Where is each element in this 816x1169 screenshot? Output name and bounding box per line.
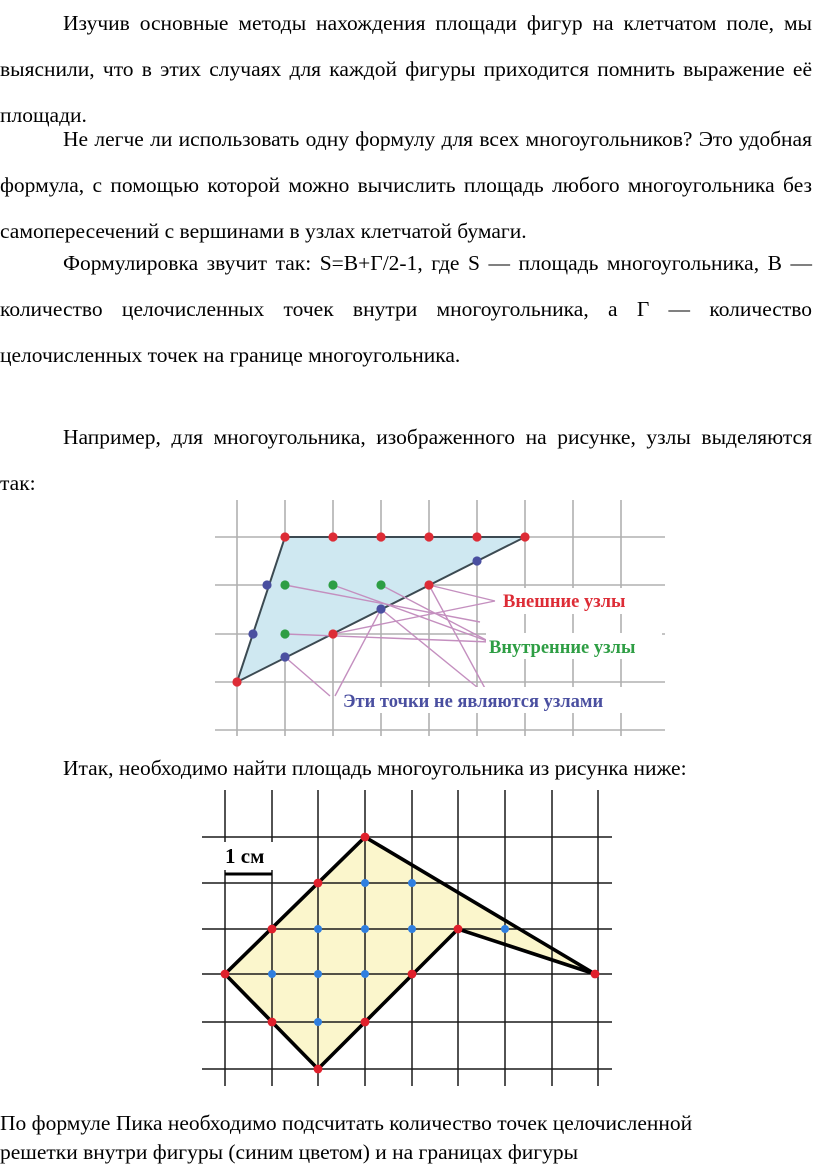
paragraph-pick-formula: Формулировка звучит так: S=В+Г/2-1, где S — площадь многоугольника, В — количество целочисленных точек внутри многоугольника, а Г — количество целочисленных точек на границе многоугольника.	[0, 251, 812, 367]
label-outer-nodes: Внешние узлы	[503, 592, 626, 612]
paragraph-example: Например, для многоугольника, изображенного на рисунке, узлы выделяются так:	[0, 425, 812, 495]
paragraph-pick-count-2: решетки внутри фигуры (синим цветом) и на границах фигуры	[0, 1140, 579, 1164]
paragraph-pick-count-1: По формуле Пика необходимо подсчитать количество точек целочисленной	[0, 1111, 693, 1135]
label-inner-nodes: Внутренние узлы	[489, 638, 636, 658]
scale-label: 1 см	[225, 844, 265, 868]
figure-node-types	[205, 500, 675, 740]
task-polygon-fill	[225, 837, 595, 1069]
paragraph-formula-question: Не легче ли использовать одну формулу для всех многоугольников? Это удобная формула, с помощью которой можно вычислить площадь любого многоугольника без самопересечений с вершинами в узлах клетчатой бумаги.	[0, 127, 812, 243]
paragraph-intro: Изучив основные методы нахождения площади фигур на клетчатом поле, мы выяснили, что в этих случаях для каждой фигуры приходится помнить выражение её площади.	[0, 11, 812, 127]
paragraph-task: Итак, необходимо найти площадь многоугольника из рисунка ниже:	[63, 756, 687, 780]
figure-task-polygon	[190, 790, 620, 1090]
label-not-nodes: Эти точки не являются узлами	[343, 692, 604, 712]
